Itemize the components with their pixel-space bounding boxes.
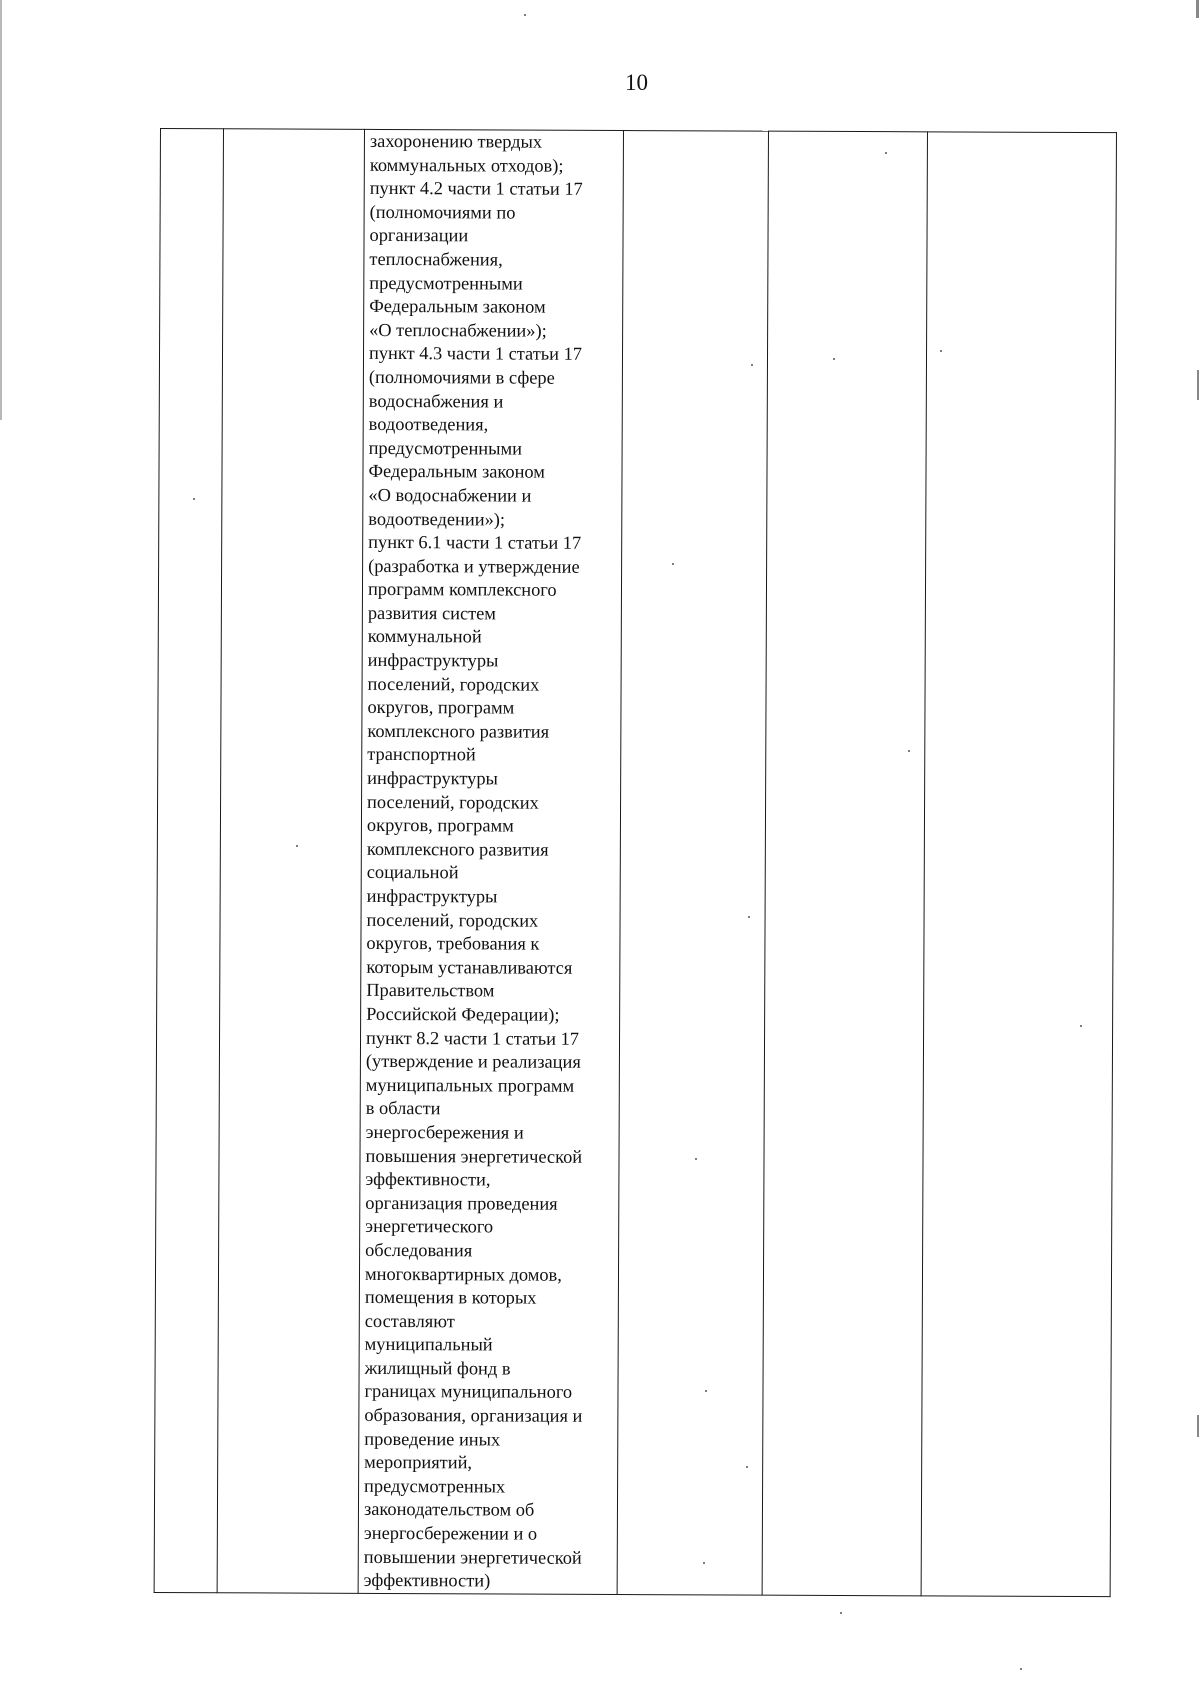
cell-text-line: эффективности) [363, 1570, 491, 1591]
scan-speck [296, 845, 298, 847]
scan-speck [908, 750, 910, 752]
cell-text-line: водоснабжения и [368, 390, 504, 412]
table-cell-col-2 [217, 129, 364, 1593]
scan-speck [705, 1390, 707, 1392]
scan-edge-mark [1197, 1415, 1199, 1437]
table-cell-col-5 [762, 131, 927, 1595]
scan-speck [1020, 1668, 1022, 1670]
cell-text-line: энергетического [365, 1216, 494, 1237]
cell-text-line: комплексного развития [367, 720, 550, 742]
scan-speck [524, 14, 526, 16]
cell-text-line: составляют [364, 1310, 455, 1331]
cell-text-line: организация проведения [365, 1192, 558, 1214]
cell-text-line: инфраструктуры [367, 649, 499, 671]
cell-text-line: предусмотренными [368, 437, 523, 459]
document-table [154, 128, 1117, 1597]
cell-text-line: предусмотренных [364, 1475, 506, 1497]
scan-speck [1080, 1025, 1082, 1027]
cell-text-line: водоотведения, [368, 414, 489, 435]
cell-text-line: муниципальных программ [365, 1074, 575, 1096]
cell-text-line: инфраструктуры [367, 767, 498, 789]
scan-speck [751, 364, 753, 366]
cell-text-line: программ комплексного [367, 579, 557, 601]
cell-text-line: предусмотренными [369, 272, 523, 294]
cell-text-line: Правительством [366, 980, 495, 1001]
cell-text-line: энергосбережения и [365, 1121, 524, 1143]
cell-text-line: пункт 8.2 части 1 статьи 17 [365, 1027, 580, 1049]
cell-text-line: законодательством об [363, 1499, 535, 1521]
table-cell-col-3 [358, 129, 623, 1594]
cell-text-line: теплоснабжения, [369, 248, 503, 270]
cell-text-line: энергосбережении и о [363, 1522, 538, 1544]
cell-text-line: развития систем [367, 602, 497, 624]
cell-text-line: эффективности, [365, 1169, 491, 1190]
cell-text-line: поселений, городских [366, 909, 539, 931]
cell-text-line: многоквартирных домов, [364, 1263, 562, 1285]
cell-text-line: Федеральным законом [369, 296, 546, 317]
table-cell-col-4 [617, 131, 768, 1595]
cell-text-line: «О водоснабжении и [368, 484, 532, 506]
cell-text-line: пункт 6.1 части 1 статьи 17 [368, 532, 582, 553]
cell-text-line: пункт 4.2 части 1 статьи 17 [369, 178, 583, 200]
cell-text-line: в области [365, 1098, 441, 1119]
cell-text-line: помещения в которых [364, 1286, 537, 1308]
cell-text-line: (утверждение и реализация [365, 1051, 581, 1073]
cell-text-line: муниципальный [364, 1334, 493, 1355]
cell-text-line: коммунальной [367, 626, 482, 647]
cell-text-line: комплексного развития [366, 838, 549, 860]
cell-text-line: социальной [366, 862, 459, 883]
scan-speck [885, 152, 887, 154]
scan-speck [746, 1466, 748, 1468]
scan-speck [193, 498, 195, 500]
scan-edge-mark [1197, 370, 1199, 400]
cell-text-line: которым устанавливаются [366, 956, 573, 978]
scan-speck [748, 916, 750, 918]
cell-text-line: захоронению твердых [369, 130, 543, 152]
cell-text-line: округов, программ [366, 815, 514, 836]
scan-speck [840, 1612, 842, 1614]
cell-text-line: проведение иных [364, 1428, 501, 1450]
cell-text-line: мероприятий, [364, 1452, 473, 1473]
cell-text-line: (полномочиями по [369, 201, 516, 223]
table-cell-col-1 [154, 129, 223, 1593]
cell-text-line: (разработка и утверждение [368, 555, 580, 577]
cell-text-col-3 [359, 130, 623, 1594]
scan-speck [703, 1562, 705, 1564]
scan-speck [833, 358, 835, 360]
cell-text-line: образования, организация и [364, 1404, 583, 1426]
page-number: 10 [625, 70, 648, 95]
scan-edge-mark [0, 0, 2, 420]
scan-speck [672, 563, 674, 565]
cell-text-line: поселений, городских [367, 791, 539, 813]
cell-text-line: (полномочиями в сфере [368, 366, 555, 388]
cell-text-line: водоотведении»); [368, 508, 506, 530]
cell-text-line: коммунальных отходов); [369, 154, 564, 176]
cell-text-line: поселений, городских [367, 673, 540, 695]
cell-text-line: инфраструктуры [366, 885, 498, 907]
cell-text-line: повышения энергетической [365, 1145, 583, 1167]
cell-text-line: обследования [365, 1239, 473, 1261]
cell-text-line: Федеральным законом [368, 461, 545, 482]
cell-text-line: жилищный фонд в [364, 1357, 511, 1379]
cell-text-line: Российской Федерации); [366, 1003, 560, 1025]
cell-text-line: организации [369, 225, 469, 246]
scan-edge-mark [1196, 0, 1199, 18]
scan-speck [695, 1158, 697, 1160]
cell-text-line: пункт 4.3 части 1 статьи 17 [368, 343, 583, 365]
cell-text-line: транспортной [367, 744, 476, 765]
cell-text-line: округов, требования к [366, 933, 540, 954]
scan-speck [940, 350, 942, 352]
table-cell-col-6 [921, 132, 1116, 1597]
cell-text-line: повышении энергетической [363, 1546, 582, 1568]
cell-text-line: границах муниципального [364, 1381, 573, 1403]
cell-text-line: округов, программ [367, 697, 515, 718]
cell-text-line: «О теплоснабжении»); [369, 319, 547, 341]
table-row [154, 129, 1116, 1597]
